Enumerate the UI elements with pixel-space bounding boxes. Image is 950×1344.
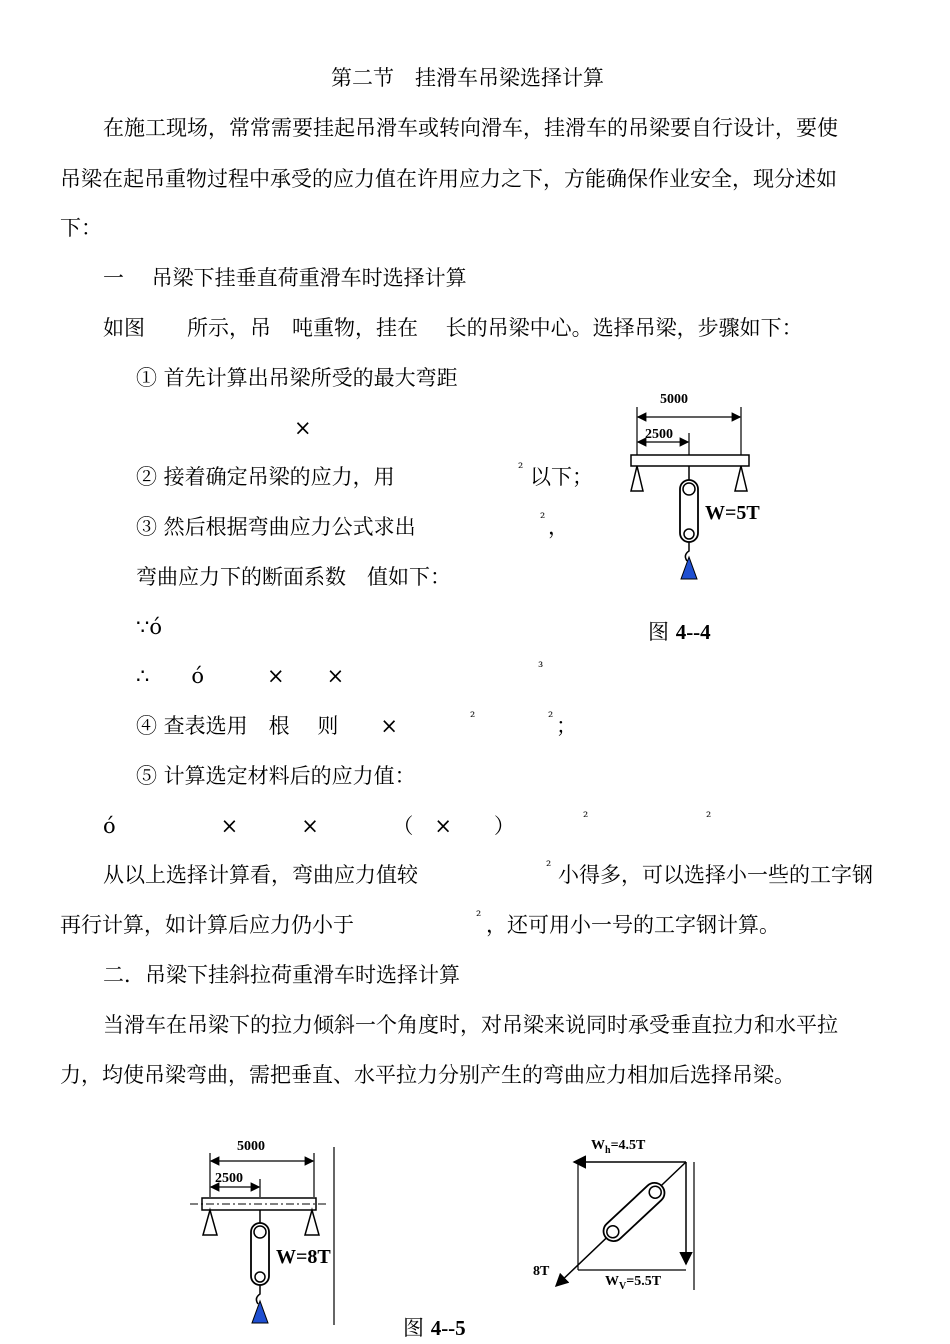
para1-line2: 吊梁在起吊重物过程中承受的应力值在许用应力之下，方能确保作业安全，现分述如 (60, 167, 837, 191)
section2-heading: 二．吊梁下挂斜拉荷重滑车时选择计算 (103, 963, 460, 987)
conclusion-line1-end: 小得多，可以选择小一些的工字钢 (558, 863, 873, 887)
fig44-load-label: W=5T (705, 502, 760, 524)
step3-superscript: ² (540, 511, 546, 526)
step3-tail: ， (548, 515, 569, 539)
step2-text: ② 接着确定吊梁的应力，用 (136, 465, 395, 489)
fig44-span-half: 2500 (645, 427, 673, 442)
step1-text: ① 首先计算出吊梁所受的最大弯距 (136, 366, 458, 390)
para2-line1: 当滑车在吊梁下的拉力倾斜一个角度时，对吊梁来说同时承受垂直拉力和水平拉 (103, 1013, 838, 1037)
conclusion-superscript-b: ² (476, 909, 482, 924)
conclusion-line1-start: 从以上选择计算看，弯曲应力值较 (103, 863, 418, 887)
intro-line: 如图 所示，吊 吨重物，挂在 长的吊梁中心。选择吊梁，步骤如下： (103, 316, 803, 340)
step2-tail: 以下； (530, 465, 593, 489)
figure-4-4-diagram (625, 395, 765, 585)
therefore-superscript: ³ (538, 660, 544, 675)
because-line: ∵ó (136, 615, 163, 639)
fig44-span-total: 5000 (660, 392, 688, 407)
stress-superscript-b: ² (706, 810, 712, 825)
step4-tail: ； (556, 714, 577, 738)
fig44-caption: 图 4--4 (648, 620, 711, 644)
fig45-span-total: 5000 (237, 1139, 265, 1154)
fig45-span-half: 2500 (215, 1171, 243, 1186)
para1-line1: 在施工现场，常常需要挂起吊滑车或转向滑车，挂滑车的吊梁要自行设计，要使 (103, 116, 838, 140)
therefore-line: ∴ ó × × (136, 664, 345, 688)
step3-text: ③ 然后根据弯曲应力公式求出 (136, 515, 416, 539)
step4-superscript-b: ² (548, 710, 554, 725)
step4-text: ④ 查表选用 根 则 × (136, 714, 398, 738)
step5-text: ⑤ 计算选定材料后的应力值： (136, 764, 416, 788)
fig45-caption: 图 4--5 (403, 1316, 466, 1340)
page-title: 第二节 挂滑车吊梁选择计算 (331, 66, 604, 90)
stress-line: ó × × （ × ） (103, 814, 515, 838)
step2-superscript: ² (518, 461, 524, 476)
section1-heading: 一 吊梁下挂垂直荷重滑车时选择计算 (103, 266, 467, 290)
para1-line3: 下： (60, 216, 102, 240)
conclusion-line2-start: 再行计算，如计算后应力仍小于 (60, 913, 354, 937)
modulus-line: 弯曲应力下的断面系数 值如下： (136, 565, 451, 589)
fig45-wv-label: $W_V=5.5T$ (605, 1274, 662, 1292)
step4-superscript-a: ² (470, 710, 476, 725)
conclusion-superscript-a: ² (546, 859, 552, 874)
stress-superscript-a: ² (583, 810, 589, 825)
fig45-force-label: 8T (533, 1264, 550, 1279)
fig45-load-label: W=8T (276, 1246, 331, 1268)
figure-4-5-beam-diagram (186, 1135, 346, 1340)
para2-line2: 力，均使吊梁弯曲，需把垂直、水平拉力分别产生的弯曲应力相加后选择吊梁。 (60, 1063, 795, 1087)
step1-formula: × (294, 416, 312, 440)
conclusion-line2-end: ，还可用小一号的工字钢计算。 (486, 913, 780, 937)
fig45-wh-label: $W_h=4.5T$ (591, 1138, 646, 1156)
